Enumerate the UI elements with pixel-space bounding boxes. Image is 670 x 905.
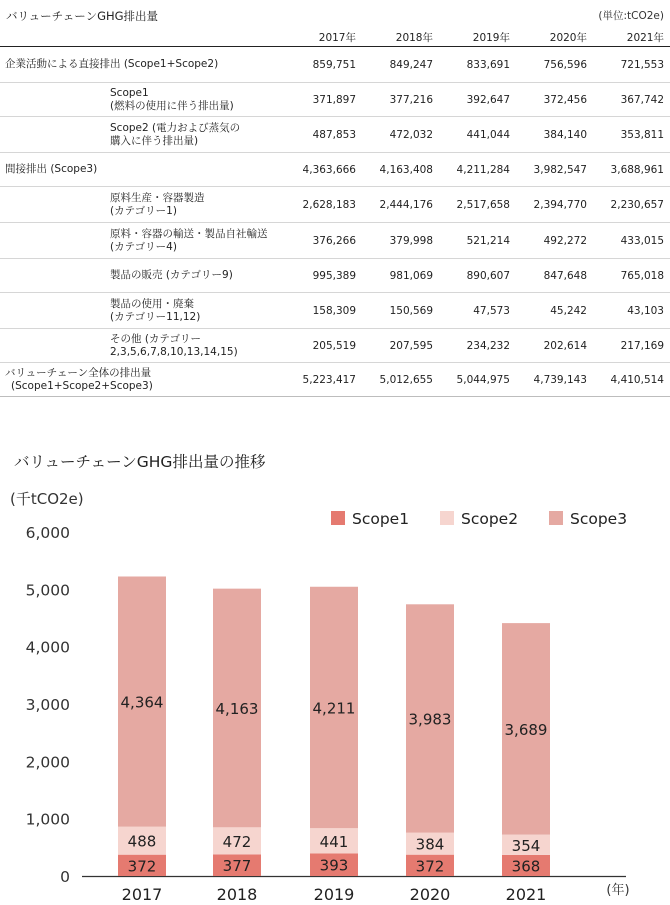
row-label-line1: 製品の使用・廃棄 bbox=[110, 297, 194, 310]
row-label-line2: (Scope1+Scope2+Scope3) bbox=[11, 379, 153, 392]
row-label-line1: Scope2 (電力および蒸気の bbox=[110, 121, 241, 134]
table-cell: 4,363,666 bbox=[285, 153, 362, 187]
row-label-line1: 製品の販売 (カテゴリー9) bbox=[110, 269, 233, 281]
table-cell: 849,247 bbox=[362, 47, 439, 83]
row-label-line1: 原料・容器の輸送・製品自社輸送 bbox=[110, 227, 268, 240]
table-cell: 4,211,284 bbox=[439, 153, 516, 187]
table-row bbox=[0, 47, 670, 83]
table-cell: 234,232 bbox=[439, 329, 516, 363]
data-label-scope3: 4,163 bbox=[215, 699, 259, 718]
x-tick-label: 2020 bbox=[409, 885, 451, 904]
table-cell: 47,573 bbox=[439, 293, 516, 329]
data-label-scope1: 372 bbox=[127, 857, 157, 876]
data-label-scope3: 3,983 bbox=[408, 710, 452, 729]
row-label bbox=[110, 329, 285, 363]
year-header: 2018年 bbox=[362, 28, 439, 47]
row-label bbox=[0, 153, 285, 187]
legend-swatch-scope1 bbox=[331, 511, 345, 525]
row-label-line1: バリューチェーン全体の排出量 bbox=[5, 366, 152, 379]
table-cell: 4,163,408 bbox=[362, 153, 439, 187]
row-label-line2: 購入に伴う排出量) bbox=[110, 134, 199, 147]
row-label-line1: 原料生産・容器製造 bbox=[110, 191, 205, 204]
table-cell: 833,691 bbox=[439, 47, 516, 83]
legend-label-scope3: Scope3 bbox=[570, 510, 628, 528]
chart-title: バリューチェーンGHG排出量の推移 bbox=[14, 453, 266, 471]
table-row bbox=[0, 363, 670, 397]
table-cell: 367,742 bbox=[593, 83, 670, 117]
table-row bbox=[0, 329, 670, 363]
table-cell: 377,216 bbox=[362, 83, 439, 117]
table-cell: 5,223,417 bbox=[285, 363, 362, 397]
stacked-bar-chart bbox=[0, 480, 670, 905]
y-tick-label: 3,000 bbox=[25, 696, 70, 714]
data-label-scope3: 4,211 bbox=[312, 699, 356, 718]
table-row bbox=[0, 153, 670, 187]
table-cell: 376,266 bbox=[285, 223, 362, 259]
table-row bbox=[0, 83, 670, 117]
row-label bbox=[0, 363, 285, 397]
legend-label-scope1: Scope1 bbox=[352, 510, 410, 528]
table-cell: 487,853 bbox=[285, 117, 362, 153]
legend-swatch-scope3 bbox=[549, 511, 563, 525]
table-cell: 5,012,655 bbox=[362, 363, 439, 397]
table-cell: 202,614 bbox=[516, 329, 593, 363]
table-cell: 756,596 bbox=[516, 47, 593, 83]
year-header: 2020年 bbox=[516, 28, 593, 47]
table-cell: 207,595 bbox=[362, 329, 439, 363]
table-cell: 217,169 bbox=[593, 329, 670, 363]
y-tick-label: 5,000 bbox=[25, 581, 70, 600]
row-label-line2: (カテゴリー4) bbox=[110, 240, 177, 253]
table-cell: 5,044,975 bbox=[439, 363, 516, 397]
table-cell: 4,410,514 bbox=[593, 363, 670, 397]
row-label bbox=[0, 47, 285, 83]
table-cell: 3,688,961 bbox=[593, 153, 670, 187]
table-cell: 45,242 bbox=[516, 293, 593, 329]
table-cell: 379,998 bbox=[362, 223, 439, 259]
table-title: バリューチェーンGHG排出量 bbox=[6, 9, 159, 23]
row-label-line2: (カテゴリー1) bbox=[110, 204, 177, 217]
row-label bbox=[110, 187, 285, 223]
row-label bbox=[110, 117, 285, 153]
table-cell: 205,519 bbox=[285, 329, 362, 363]
row-label-line2: (カテゴリー11,12) bbox=[110, 310, 201, 323]
table-cell: 433,015 bbox=[593, 223, 670, 259]
table-cell: 995,389 bbox=[285, 259, 362, 293]
table-cell: 847,648 bbox=[516, 259, 593, 293]
table-cell: 384,140 bbox=[516, 117, 593, 153]
data-label-scope1: 377 bbox=[222, 857, 252, 876]
table-cell: 441,044 bbox=[439, 117, 516, 153]
x-tick-label: 2021 bbox=[505, 885, 547, 904]
year-header: 2021年 bbox=[593, 28, 670, 47]
data-label-scope1: 372 bbox=[415, 857, 445, 876]
table-cell: 981,069 bbox=[362, 259, 439, 293]
y-tick-label: 4,000 bbox=[25, 638, 70, 657]
table-cell: 472,032 bbox=[362, 117, 439, 153]
table-cell: 2,230,657 bbox=[593, 187, 670, 223]
row-label-line1: 企業活動による直接排出 (Scope1+Scope2) bbox=[5, 58, 219, 70]
table-unit: (単位:tCO2e) bbox=[598, 10, 664, 22]
table-cell: 765,018 bbox=[593, 259, 670, 293]
table-row bbox=[0, 259, 670, 293]
table-cell: 158,309 bbox=[285, 293, 362, 329]
data-label-scope2: 441 bbox=[319, 832, 349, 851]
table-cell: 2,628,183 bbox=[285, 187, 362, 223]
row-label-line2: (燃料の使用に伴う排出量) bbox=[110, 99, 234, 112]
year-header: 2017年 bbox=[285, 28, 362, 47]
y-tick-label: 6,000 bbox=[25, 524, 70, 542]
table-cell: 859,751 bbox=[285, 47, 362, 83]
table-cell: 492,272 bbox=[516, 223, 593, 259]
x-tick-label: 2017 bbox=[121, 885, 163, 904]
row-label-line1: 間接排出 (Scope3) bbox=[5, 163, 98, 175]
x-axis-label: (年) bbox=[606, 883, 630, 898]
table-cell: 4,739,143 bbox=[516, 363, 593, 397]
row-label bbox=[110, 223, 285, 259]
y-axis-label: (千tCO2e) bbox=[10, 490, 84, 508]
x-tick-label: 2018 bbox=[216, 885, 258, 904]
table-row bbox=[0, 117, 670, 153]
row-label bbox=[110, 259, 285, 293]
table-cell: 721,553 bbox=[593, 47, 670, 83]
table-header-row bbox=[0, 28, 670, 47]
row-label-line1: その他 (カテゴリー bbox=[110, 332, 202, 345]
table-cell: 2,444,176 bbox=[362, 187, 439, 223]
data-label-scope1: 368 bbox=[511, 857, 541, 876]
year-header: 2019年 bbox=[439, 28, 516, 47]
row-label bbox=[110, 83, 285, 117]
data-label-scope2: 354 bbox=[511, 836, 541, 855]
table-cell: 2,517,658 bbox=[439, 187, 516, 223]
table-cell: 353,811 bbox=[593, 117, 670, 153]
row-label-line1: Scope1 bbox=[110, 86, 149, 99]
table-cell: 150,569 bbox=[362, 293, 439, 329]
y-tick-label: 0 bbox=[60, 868, 70, 886]
ghg-table bbox=[0, 28, 670, 397]
data-label-scope3: 4,364 bbox=[120, 693, 164, 712]
data-label-scope3: 3,689 bbox=[504, 720, 548, 739]
table-row bbox=[0, 293, 670, 329]
legend-label-scope2: Scope2 bbox=[461, 510, 519, 528]
data-label-scope1: 393 bbox=[319, 856, 349, 875]
y-tick-label: 2,000 bbox=[25, 753, 70, 772]
row-label bbox=[110, 293, 285, 329]
data-label-scope2: 384 bbox=[415, 835, 445, 854]
table-cell: 371,897 bbox=[285, 83, 362, 117]
table-row bbox=[0, 187, 670, 223]
data-label-scope2: 488 bbox=[127, 832, 157, 851]
y-tick-label: 1,000 bbox=[25, 810, 70, 829]
table-cell: 521,214 bbox=[439, 223, 516, 259]
table-cell: 43,103 bbox=[593, 293, 670, 329]
table-row bbox=[0, 223, 670, 259]
table-cell: 372,456 bbox=[516, 83, 593, 117]
data-label-scope2: 472 bbox=[222, 832, 252, 851]
table-cell: 2,394,770 bbox=[516, 187, 593, 223]
table-cell: 392,647 bbox=[439, 83, 516, 117]
table-cell: 890,607 bbox=[439, 259, 516, 293]
legend-swatch-scope2 bbox=[440, 511, 454, 525]
row-label-line2: 2,3,5,6,7,8,10,13,14,15) bbox=[110, 345, 238, 358]
table-cell: 3,982,547 bbox=[516, 153, 593, 187]
x-tick-label: 2019 bbox=[313, 885, 355, 904]
